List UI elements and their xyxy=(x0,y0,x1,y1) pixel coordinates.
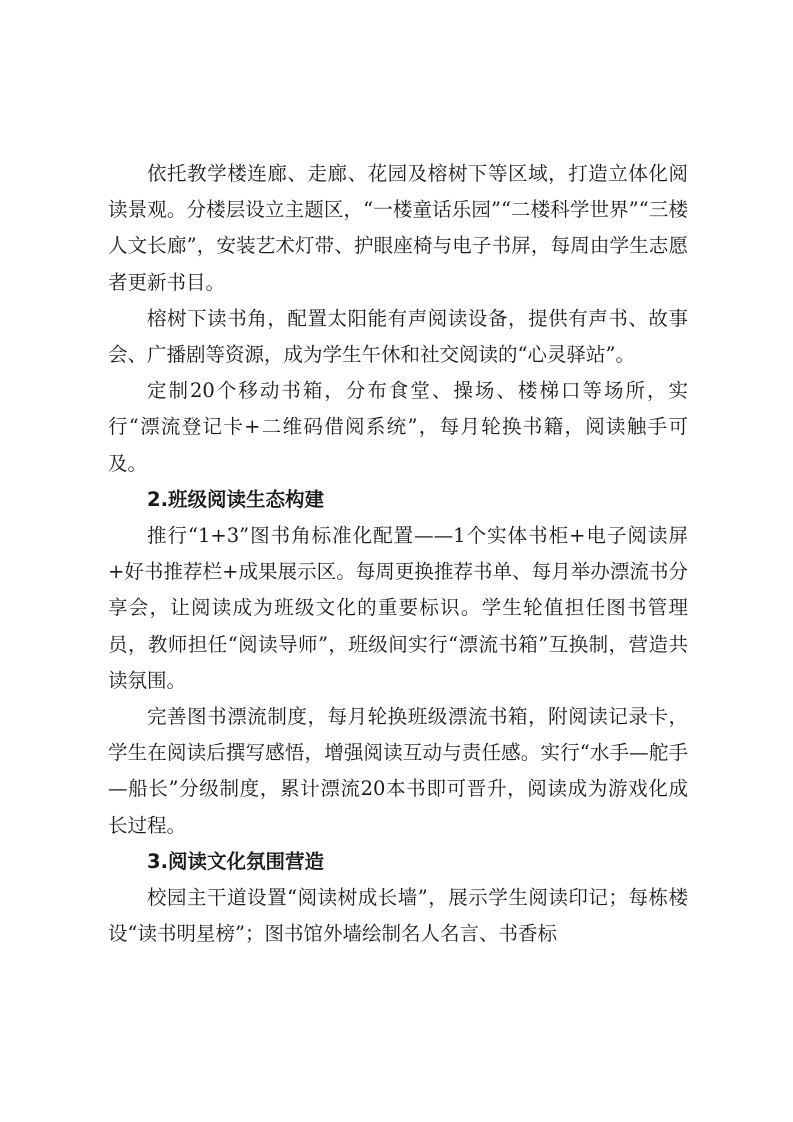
paragraph-mobile-bookboxes: 定制20个移动书箱，分布食堂、操场、楼梯口等场所，实行“漂流登记卡+二维码借阅系统”，每月轮换书籍，阅读触手可及。 xyxy=(108,379,688,475)
document-body xyxy=(108,156,688,952)
paragraph-campus-reading-wall: 校园主干道设置“阅读树成长墙”，展示学生阅读印记；每栋楼设“读书明星榜”；图书馆外墙绘制名人名言、书香标 xyxy=(108,886,688,946)
paragraph-banyan-reading-corner: 榕树下读书角，配置太阳能有声阅读设备，提供有声书、故事会、广播剧等资源，成为学生午休和社交阅读的“心灵驿站”。 xyxy=(108,306,688,367)
paragraph-book-corner-standard: 推行“1+3”图书角标准化配置——1个实体书柜+电子阅读屏+好书推荐栏+成果展示区。每周更换推荐书单、每月举办漂流书分享会，让阅读成为班级文化的重要标识。学生轮值担任图书管理员，教师担任“阅读导师”，班级间实行“漂流书箱”互换制，营造共读氛围。 xyxy=(108,524,688,692)
paragraph-book-drift-system: 完善图书漂流制度，每月轮换班级漂流书箱，附阅读记录卡，学生在阅读后撰写感悟，增强阅读互动与责任感。实行“水手—舵手—船长”分级制度，累计漂流20本书即可晋升，阅读成为游戏化成长过程。 xyxy=(108,705,688,837)
paragraph-corridor-landscape: 依托教学楼连廊、走廊、花园及榕树下等区域，打造立体化阅读景观。分楼层设立主题区，“一楼童话乐园”“二楼科学世界”“三楼人文长廊”，安装艺术灯带、护眼座椅与电子书屏，每周由学生志愿者更新书目。 xyxy=(108,162,688,294)
section-heading-reading-culture: 3.阅读文化氛围营造 xyxy=(147,849,324,873)
section-heading-class-reading: 2.班级阅读生态构建 xyxy=(147,487,324,511)
